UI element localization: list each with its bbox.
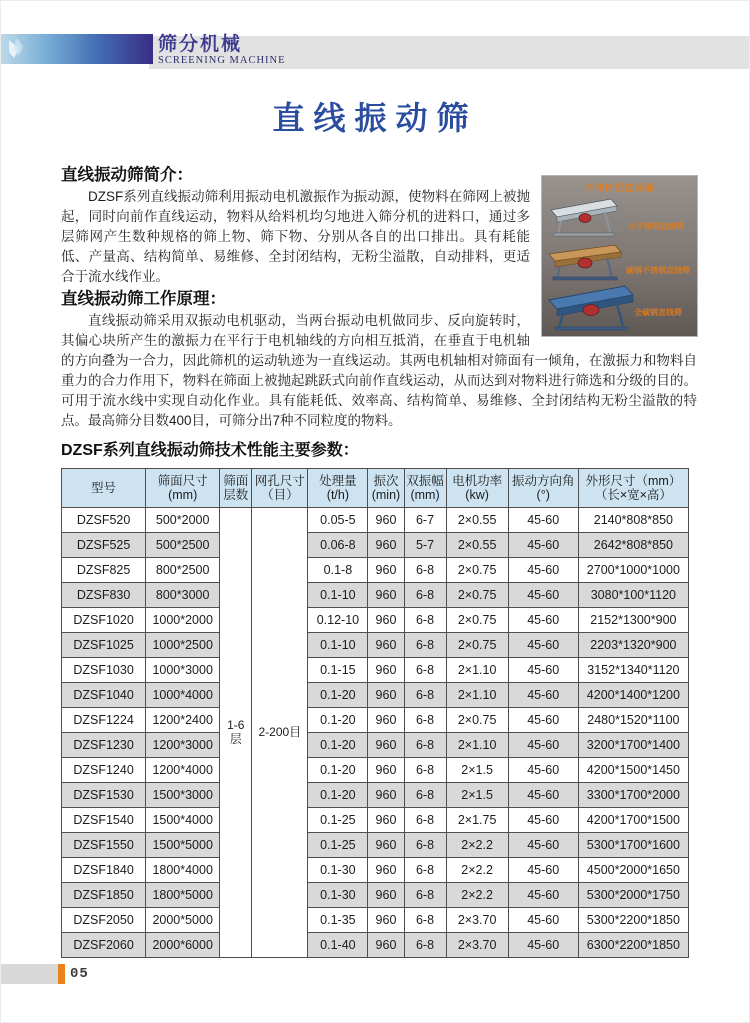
intro-paragraph: DZSF系列直线振动筛利用振动电机激振作为振动源，使物料在筛网上被抛起，同时向前作直线运动，物料从给料机均匀地进入筛分机的进料口，通过多层筛网产生数种规格的筛上物、筛下物、分别从各自的出口排出。具有耗能低、产量高、结构简单、易维修、全封闭结构，无粉尘溢散，自动排料，更适合于流水线作业。	[61, 189, 530, 284]
table-cell: 1200*2400	[146, 708, 220, 733]
table-cell: 6-8	[404, 633, 446, 658]
table-cell: 0.1-10	[308, 633, 368, 658]
table-cell: 1200*4000	[146, 758, 220, 783]
brand-name-en: SCREENING MACHINE	[158, 55, 286, 66]
table-row	[62, 833, 689, 858]
page-title: 直线振动筛	[272, 100, 478, 136]
column-header: 双振幅 (mm)	[404, 469, 446, 508]
table-cell: DZSF830	[62, 583, 146, 608]
table-cell: 0.05-5	[308, 508, 368, 533]
table-cell: 2×2.2	[446, 858, 508, 883]
table-cell: 45-60	[508, 808, 578, 833]
table-cell: 1200*3000	[146, 733, 220, 758]
principle-paragraph: 直线振动筛采用双振动电机驱动，当两台振动电机做同步、反向旋转时，其偏心块所产生的激振力在平行于电机轴线的方向相互抵消，在垂直于电机轴的方向叠为一合力，因此筛机的运动轨迹为一直线运动。其两电机轴相对筛面有一倾角，在激振力和物料自重力的合力作用下，物料在筛面上被抛起跳跃式向前作直线运动，从而达到对物料进行筛选和分级的目的。可用于流水线中实现自动化作业。具有能耗低、效率高、结构简单、易维修、全封闭结构无粉尘溢散的特点。最高筛分目数400目，可筛分出7种不同粒度的物料。	[61, 313, 697, 428]
column-header: 振次 (min)	[368, 469, 404, 508]
table-cell: 6-8	[404, 708, 446, 733]
table-cell: 960	[368, 633, 404, 658]
table-cell: 2×0.75	[446, 708, 508, 733]
table-cell: 2×1.10	[446, 733, 508, 758]
header-row	[62, 469, 689, 508]
table-cell: 1500*4000	[146, 808, 220, 833]
table-cell: 960	[368, 583, 404, 608]
table-cell: 6-8	[404, 808, 446, 833]
column-header: 处理量 (t/h)	[308, 469, 368, 508]
brand-text-block	[158, 35, 286, 67]
column-header: 网孔尺寸 （目）	[252, 469, 308, 508]
table-cell: 45-60	[508, 658, 578, 683]
table-cell: 960	[368, 783, 404, 808]
table-cell: 0.1-20	[308, 733, 368, 758]
table-cell: 960	[368, 858, 404, 883]
table-cell: 960	[368, 908, 404, 933]
table-cell: 800*2500	[146, 558, 220, 583]
table-cell: DZSF825	[62, 558, 146, 583]
table-cell: 6300*2200*1850	[578, 933, 688, 958]
table-cell: 6-8	[404, 583, 446, 608]
table-row	[62, 508, 689, 533]
table-row	[62, 558, 689, 583]
table-cell: 1500*5000	[146, 833, 220, 858]
table-cell: 0.1-20	[308, 783, 368, 808]
table-cell: 45-60	[508, 883, 578, 908]
table-cell: 45-60	[508, 533, 578, 558]
column-header: 电机功率 (kw)	[446, 469, 508, 508]
table-cell: DZSF1030	[62, 658, 146, 683]
table-cell: 6-8	[404, 783, 446, 808]
table-cell: 960	[368, 733, 404, 758]
table-cell: 5300*2200*1850	[578, 908, 688, 933]
table-cell: 0.1-25	[308, 808, 368, 833]
table-cell: 5-7	[404, 533, 446, 558]
table-row	[62, 908, 689, 933]
spec-table	[61, 468, 689, 958]
table-cell: 2×2.2	[446, 883, 508, 908]
table-cell: 6-8	[404, 833, 446, 858]
collage-label-mixed: 碳钢不锈钢直线筛	[626, 266, 690, 275]
table-cell: 6-8	[404, 558, 446, 583]
table-cell: 1000*2500	[146, 633, 220, 658]
table-cell: 960	[368, 558, 404, 583]
header-brand-strip	[1, 34, 749, 70]
table-cell: 0.12-10	[308, 608, 368, 633]
table-row	[62, 608, 689, 633]
table-cell: 2×1.5	[446, 783, 508, 808]
table-row	[62, 883, 689, 908]
table-cell: 2×0.75	[446, 608, 508, 633]
table-cell: 6-8	[404, 933, 446, 958]
table-row	[62, 658, 689, 683]
table-cell: DZSF1040	[62, 683, 146, 708]
table-cell: 0.1-30	[308, 858, 368, 883]
table-cell: DZSF1240	[62, 758, 146, 783]
table-cell: 1000*2000	[146, 608, 220, 633]
table-cell: 1800*4000	[146, 858, 220, 883]
table-cell: 2203*1320*900	[578, 633, 688, 658]
table-cell: 0.1-15	[308, 658, 368, 683]
table-cell: DZSF1550	[62, 833, 146, 858]
table-cell: 3300*1700*2000	[578, 783, 688, 808]
table-cell: 1-6层	[220, 508, 252, 958]
table-cell: 0.1-8	[308, 558, 368, 583]
column-header: 筛面 层数	[220, 469, 252, 508]
column-header: 型号	[62, 469, 146, 508]
table-cell: 4500*2000*1650	[578, 858, 688, 883]
column-header: 振动方向角 (°)	[508, 469, 578, 508]
table-cell: 2×0.75	[446, 583, 508, 608]
table-cell: 4200*1400*1200	[578, 683, 688, 708]
table-cell: 45-60	[508, 633, 578, 658]
collage-label-carbon: 全碳钢直线筛	[634, 308, 682, 317]
table-cell: 0.1-20	[308, 708, 368, 733]
table-cell: 45-60	[508, 858, 578, 883]
table-cell: 45-60	[508, 708, 578, 733]
table-cell: 45-60	[508, 508, 578, 533]
table-cell: DZSF1850	[62, 883, 146, 908]
product-photo-collage	[542, 176, 697, 336]
table-cell: 6-8	[404, 683, 446, 708]
table-cell: 2480*1520*1100	[578, 708, 688, 733]
table-cell: 0.1-35	[308, 908, 368, 933]
table-cell: 6-7	[404, 508, 446, 533]
table-cell: 960	[368, 833, 404, 858]
table-cell: 2000*5000	[146, 908, 220, 933]
table-cell: 0.06-8	[308, 533, 368, 558]
column-header: 外形尺寸（mm） （长×宽×高）	[578, 469, 688, 508]
table-cell: 45-60	[508, 833, 578, 858]
table-cell: DZSF1540	[62, 808, 146, 833]
table-cell: 960	[368, 533, 404, 558]
principle-heading: 直线振动筛工作原理：	[61, 290, 226, 308]
table-cell: 6-8	[404, 758, 446, 783]
table-cell: 45-60	[508, 783, 578, 808]
table-cell: 45-60	[508, 583, 578, 608]
table-cell: 960	[368, 808, 404, 833]
table-cell: 45-60	[508, 683, 578, 708]
table-cell: 2642*808*850	[578, 533, 688, 558]
table-cell: 1500*3000	[146, 783, 220, 808]
table-cell: 960	[368, 933, 404, 958]
table-row	[62, 583, 689, 608]
table-cell: 2×0.55	[446, 508, 508, 533]
table-cell: 960	[368, 883, 404, 908]
table-cell: 2140*808*850	[578, 508, 688, 533]
table-cell: DZSF1020	[62, 608, 146, 633]
table-cell: 0.1-20	[308, 758, 368, 783]
table-cell: 1000*3000	[146, 658, 220, 683]
table-cell: 2×0.55	[446, 533, 508, 558]
collage-label-stainless: 全不锈钢直线筛	[628, 222, 684, 231]
footer-gray-bar	[1, 964, 58, 984]
table-cell: DZSF2060	[62, 933, 146, 958]
table-cell: 45-60	[508, 558, 578, 583]
table-cell: 800*3000	[146, 583, 220, 608]
table-cell: 960	[368, 758, 404, 783]
table-row	[62, 733, 689, 758]
table-cell: 4200*1700*1500	[578, 808, 688, 833]
page-number: 05	[70, 966, 89, 982]
table-row	[62, 683, 689, 708]
table-cell: 2×1.10	[446, 658, 508, 683]
table-cell: DZSF2050	[62, 908, 146, 933]
table-cell: 2×2.2	[446, 833, 508, 858]
collage-caption: 不同材质直线筛	[584, 183, 655, 193]
table-cell: 0.1-10	[308, 583, 368, 608]
table-row	[62, 633, 689, 658]
table-cell: DZSF1025	[62, 633, 146, 658]
logo-mark-icon	[7, 36, 37, 62]
table-cell: 5300*2000*1750	[578, 883, 688, 908]
table-cell: 2×3.70	[446, 933, 508, 958]
table-cell: 3152*1340*1120	[578, 658, 688, 683]
table-cell: 2-200目	[252, 508, 308, 958]
table-cell: 2×1.10	[446, 683, 508, 708]
table-cell: 6-8	[404, 908, 446, 933]
table-cell: 500*2500	[146, 533, 220, 558]
table-cell: 2×0.75	[446, 633, 508, 658]
table-row	[62, 808, 689, 833]
table-cell: 0.1-40	[308, 933, 368, 958]
table-row	[62, 858, 689, 883]
table-cell: 2×0.75	[446, 558, 508, 583]
table-cell: DZSF1230	[62, 733, 146, 758]
table-row	[62, 783, 689, 808]
table-row	[62, 758, 689, 783]
table-cell: DZSF1530	[62, 783, 146, 808]
table-cell: 45-60	[508, 908, 578, 933]
column-header: 筛面尺寸 (mm)	[146, 469, 220, 508]
table-cell: 2×1.5	[446, 758, 508, 783]
table-cell: DZSF1224	[62, 708, 146, 733]
table-cell: 2×1.75	[446, 808, 508, 833]
brand-name-cn: 筛分机械	[158, 34, 243, 55]
table-cell: 6-8	[404, 658, 446, 683]
table-cell: 2152*1300*900	[578, 608, 688, 633]
table-cell: 500*2000	[146, 508, 220, 533]
table-cell: 1000*4000	[146, 683, 220, 708]
table-cell: 0.1-20	[308, 683, 368, 708]
table-cell: 6-8	[404, 883, 446, 908]
table-cell: 960	[368, 608, 404, 633]
table-cell: 2×3.70	[446, 908, 508, 933]
table-row	[62, 533, 689, 558]
table-cell: 1800*5000	[146, 883, 220, 908]
table-cell: 45-60	[508, 933, 578, 958]
table-cell: DZSF525	[62, 533, 146, 558]
table-cell: 3080*100*1120	[578, 583, 688, 608]
table-cell: 0.1-25	[308, 833, 368, 858]
table-cell: 6-8	[404, 733, 446, 758]
table-cell: 960	[368, 508, 404, 533]
main-content	[61, 164, 697, 958]
spec-table-title: DZSF系列直线振动筛技术性能主要参数：	[61, 442, 359, 459]
table-cell: 960	[368, 658, 404, 683]
table-cell: 2700*1000*1000	[578, 558, 688, 583]
stainless-screen-illustration	[547, 196, 627, 238]
table-cell: 960	[368, 683, 404, 708]
table-row	[62, 708, 689, 733]
table-cell: 3200*1700*1400	[578, 733, 688, 758]
table-cell: 0.1-30	[308, 883, 368, 908]
footer-accent-block	[58, 964, 65, 984]
table-cell: 45-60	[508, 608, 578, 633]
table-cell: 2000*6000	[146, 933, 220, 958]
table-cell: DZSF1840	[62, 858, 146, 883]
table-cell: 45-60	[508, 758, 578, 783]
intro-heading: 直线振动筛简介：	[61, 166, 193, 184]
table-cell: 960	[368, 708, 404, 733]
table-cell: 45-60	[508, 733, 578, 758]
table-cell: DZSF520	[62, 508, 146, 533]
carbon-screen-illustration	[545, 282, 641, 332]
carbon-stainless-screen-illustration	[545, 240, 631, 282]
table-cell: 6-8	[404, 608, 446, 633]
table-cell: 4200*1500*1450	[578, 758, 688, 783]
table-row	[62, 933, 689, 958]
table-cell: 6-8	[404, 858, 446, 883]
table-cell: 5300*1700*1600	[578, 833, 688, 858]
company-logo	[1, 34, 153, 64]
